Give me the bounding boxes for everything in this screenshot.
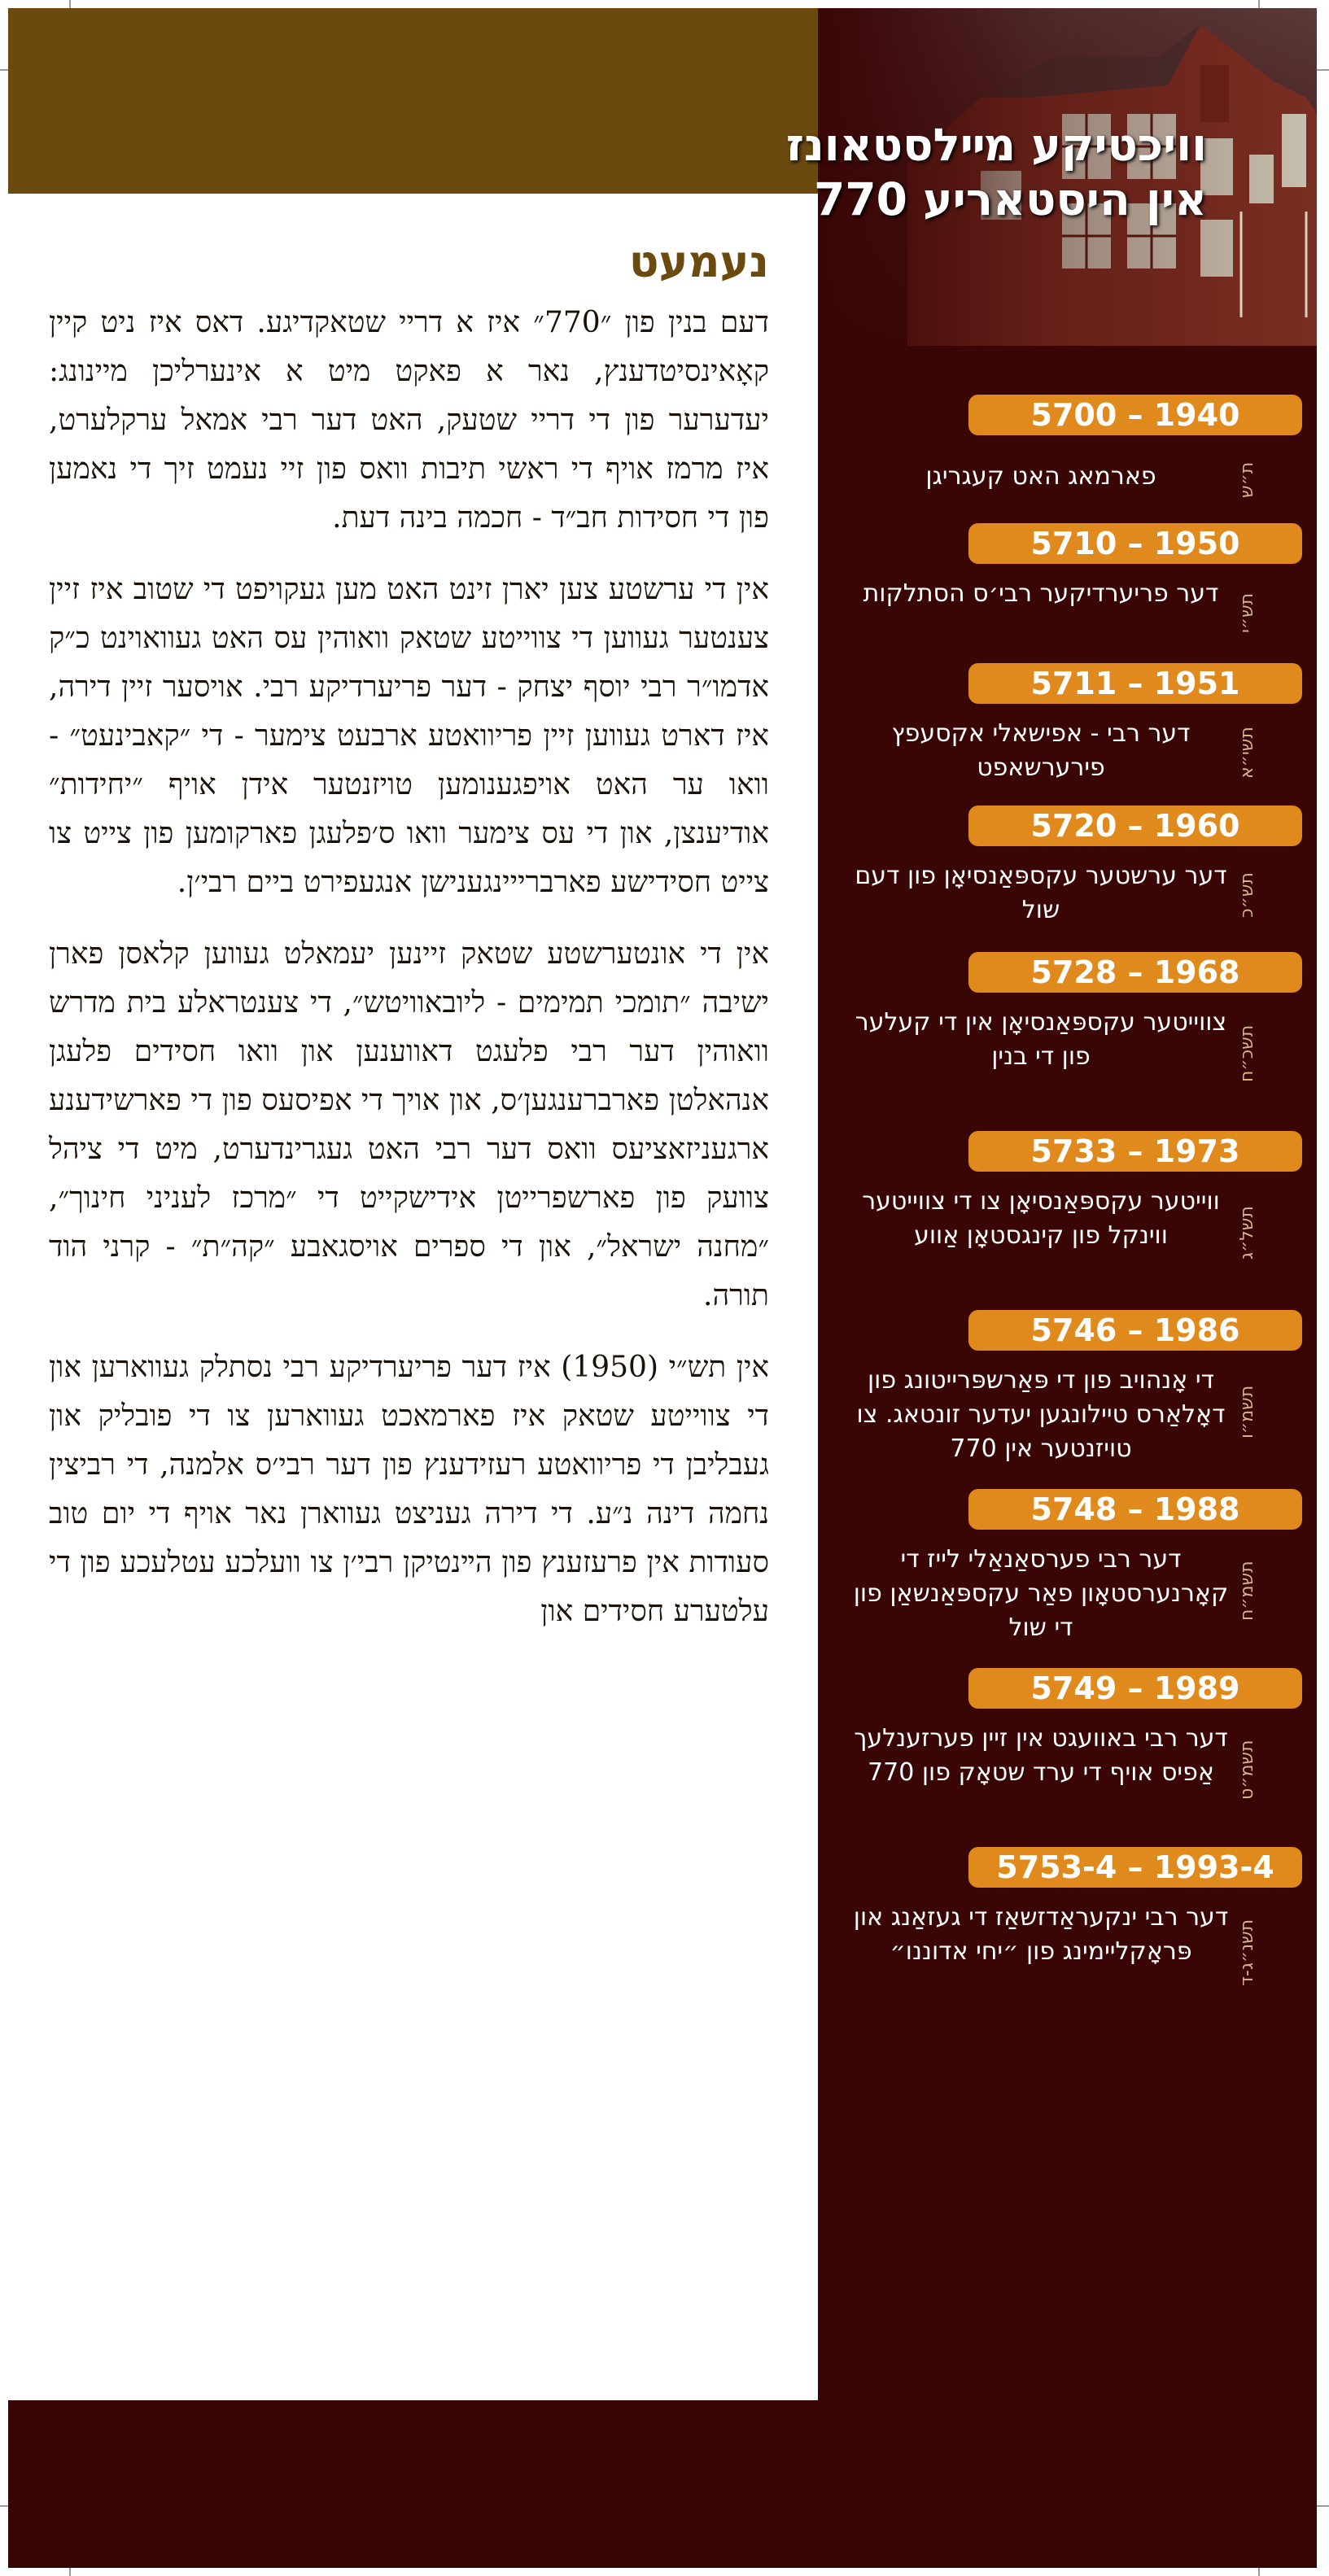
- timeline-year-badge: 5746 – 1986: [968, 1310, 1302, 1351]
- timeline-year-badge: 5711 – 1951: [968, 663, 1302, 704]
- article-heading: נעמעט: [628, 236, 769, 287]
- timeline-year-badge: 5753-4 – 1993-4: [968, 1847, 1302, 1888]
- timeline-item: [846, 806, 1302, 936]
- footer-bar: [8, 2400, 1317, 2568]
- timeline-text: פארמאג האט קעגריגן: [925, 462, 1156, 491]
- timeline-text: ווייטער עקספּאַנסיאָן צו די צווייטער ווינקל פון קינגסטאָן אַווע: [862, 1187, 1220, 1250]
- timeline-year-badge: 5728 – 1968: [968, 952, 1302, 993]
- timeline-year-badge: 5700 – 1940: [968, 395, 1302, 435]
- timeline-item: [846, 663, 1302, 793]
- timeline-text: דער רבי ינקעראַדזשאַז די געזאַנג און פּראָקליימינג פון ״יחי אדוננו״: [853, 1903, 1229, 1966]
- article-paragraph: אין די אונטערשטע שטאק זיינען יעמאלט געווען קלאסן פארן ישיבה ״תומכי תמימים - ליובאוויטש״, די צענטראלע בית מדרש וואוהין דער רבי פלעגט דאווענען און וואו חסידים פלעגן אנהאלטן פארברענגען׳ס, און אויך די אפיסעס פון די פארשידענע ארגעניזאציעס וואס דער רבי האט געגרינדערט, מיט די ציהל צוועק פון פארשפרייטן אידישקייט די ״מרכז לעניני חינוך״, ״מחנה ישראל״, און די ספרים אויסגאבע ״קה״ת״ - קרני הוד תורה.: [49, 937, 770, 1312]
- timeline-hebrew-year: תשנ״ג-ד: [1237, 1919, 1257, 1987]
- timeline-hebrew-year: תשכ״ח: [1237, 1024, 1257, 1083]
- timeline-text: צווייטער עקספּאַנסיאָן אין די קעלער פון די בנין: [855, 1008, 1227, 1071]
- timeline-text: די אָנהויב פון די פּאַרשפּרייטונג פון דאָלאַרס טיילונגען יעדער זונטאג. צו טויזנטער אין 770: [856, 1366, 1226, 1463]
- timeline-item: [846, 1310, 1302, 1473]
- timeline-text: דער ערשטער עקספּאַנסיאָן פון דעם שול: [855, 862, 1227, 924]
- timeline-hebrew-year: תשי״א: [1237, 727, 1257, 779]
- timeline-text: דער רבי - אפישאלי אקסעפץ פירערשאפט: [891, 719, 1191, 782]
- timeline-item: [846, 1131, 1302, 1294]
- timeline-hebrew-year: תש״י: [1237, 592, 1257, 633]
- timeline-year-badge: 5720 – 1960: [968, 806, 1302, 846]
- timeline-hebrew-year: תש״כ: [1237, 872, 1257, 918]
- article-paragraph: אין די ערשטע צען יארן זינט האט מען געקויפט די שטוב איז זיין צענטער געווען די צווייטע שטאק וואוהין עס האט געוואוינט כ״ק אדמו״ר רבי יוסף יצחק - דער פריערדיקע רבי. אויסער זיין דירה, איז דארט געווען זיין פריוואטע ארבעט צימער - די ״קאבינעט״ - וואו ער האט אויפגענומען טויזנטער אידן אויף ״יחידות״ אודיענצן, און די עס צימער וואו ס׳פלעגן פארקומען פון צייט צו צייט חסידישע פארברייינגענישן אנגעפירט ביים רבי׳ן.: [49, 573, 770, 899]
- timeline-year-badge: 5710 – 1950: [968, 523, 1302, 564]
- timeline-hebrew-year: תשמ״ח: [1237, 1561, 1257, 1621]
- timeline-item: [846, 1668, 1302, 1831]
- article: [49, 236, 769, 1659]
- timeline-hebrew-year: תשמ״ט: [1237, 1740, 1257, 1800]
- header-bar: [8, 8, 818, 194]
- sidebar-title: וויכטיקע מײלסטאונז אין היסטאריע 770: [785, 119, 1207, 225]
- timeline-year-badge: 5748 – 1988: [968, 1489, 1302, 1530]
- timeline-item: [846, 1847, 1302, 2010]
- article-paragraph: דעם בנין פון ״770״ איז א דריי שטאקדיגע. דאס איז ניט קיין קאָאינסיטדענץ, נאר א פאקט מיט א אינערליכן מיינונג: יעדערער פון די דריי שטעק, האט דער רבי אמאל ערקלערט, איז מרמז אויף די ראשי תיבות וואס פון זיי נעמט זיך די נאמען פון די חסידות חב״ד - חכמה בינה דעת.: [49, 306, 770, 535]
- timeline-text: דער פריערדיקער רבי׳ס הסתלקות: [863, 579, 1219, 608]
- timeline-text: דער רבי פערסאַנאַלי לייז די קאָרנערסטאָון פאַר עקספּאַנשאַן פון די שול: [853, 1545, 1229, 1642]
- timeline-text: דער רבי באוועגט אין זיין פערזענלעך אַפיס אויף די ערד שטאָק פון 770: [854, 1724, 1228, 1787]
- timeline-hebrew-year: תשמ״ו: [1237, 1385, 1257, 1439]
- timeline-item: [846, 523, 1302, 653]
- timeline-hebrew-year: תשל״ג: [1237, 1206, 1257, 1260]
- timeline-year-badge: 5749 – 1989: [968, 1668, 1302, 1709]
- timeline-item: [846, 1489, 1302, 1652]
- timeline-year-badge: 5733 – 1973: [968, 1131, 1302, 1172]
- article-paragraph: אין תש״י (1950) איז דער פריערדיקע רבי נסתלק געווארען און די צווייטע שטאק איז פארמאכט געווארען צו די פובליק און געבליבן די פריוואטע רעזידענץ פון דער רבי׳ס אלמנה, די רביצין נחמה דינה נ״ע. די דירה געניצט געווארן נאר אויף די יום טוב סעודות אין פרעזענץ פון הײנטיקן רבי׳ן צו וועלכע עטלעכע פון די עלטערע חסידים און: [49, 1351, 769, 1628]
- timeline-item: [846, 952, 1302, 1115]
- timeline-item: [846, 395, 1302, 525]
- timeline-hebrew-year: ת״ש: [1237, 461, 1257, 499]
